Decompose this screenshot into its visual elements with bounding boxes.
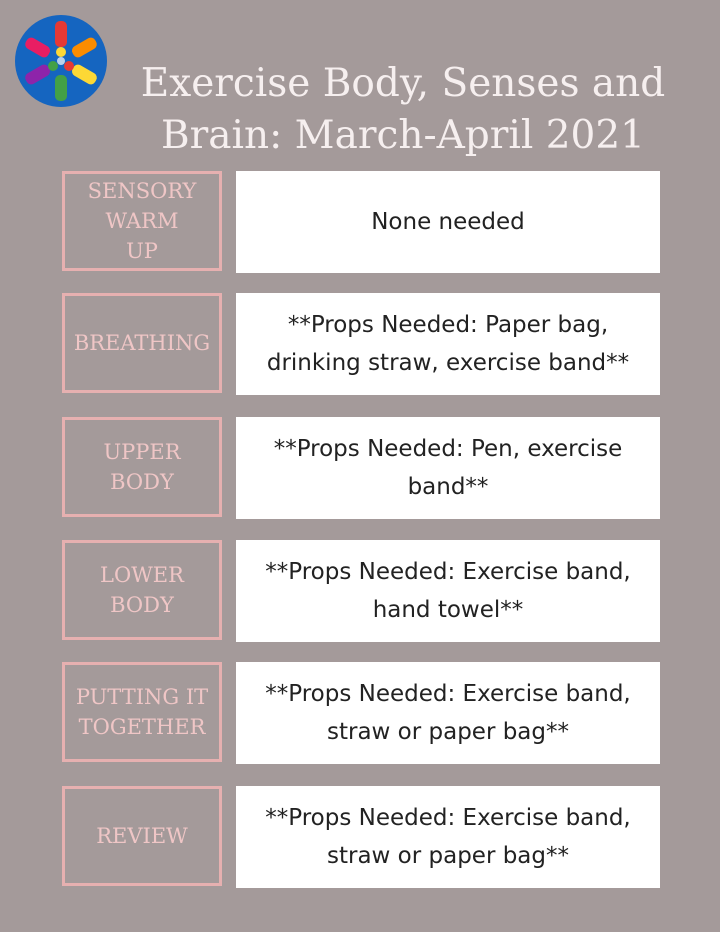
schedule-row	[0, 417, 720, 521]
row-label: BREATHING	[62, 293, 222, 393]
row-label: PUTTING IT TOGETHER	[62, 662, 222, 762]
row-label: SENSORY WARM UP	[62, 171, 222, 271]
row-value: **Props Needed: Pen, exercise band**	[236, 417, 660, 519]
schedule-row	[0, 786, 720, 890]
schedule-row	[0, 171, 720, 275]
row-label: LOWER BODY	[62, 540, 222, 640]
row-value: **Props Needed: Exercise band, hand towel**	[236, 540, 660, 642]
schedule-row	[0, 662, 720, 766]
row-label: REVIEW	[62, 786, 222, 886]
page-title: Exercise Body, Senses and Brain: March-April 2021	[140, 61, 666, 158]
row-value: **Props Needed: Exercise band, straw or paper bag**	[236, 786, 660, 888]
schedule-row	[0, 293, 720, 397]
row-value: **Props Needed: Exercise band, straw or paper bag**	[236, 662, 660, 764]
schedule-row	[0, 540, 720, 644]
row-label: UPPER BODY	[62, 417, 222, 517]
row-value: **Props Needed: Paper bag, drinking straw, exercise band**	[236, 293, 660, 395]
row-value: None needed	[236, 171, 660, 273]
circle-of-hands-logo-icon	[14, 14, 108, 108]
